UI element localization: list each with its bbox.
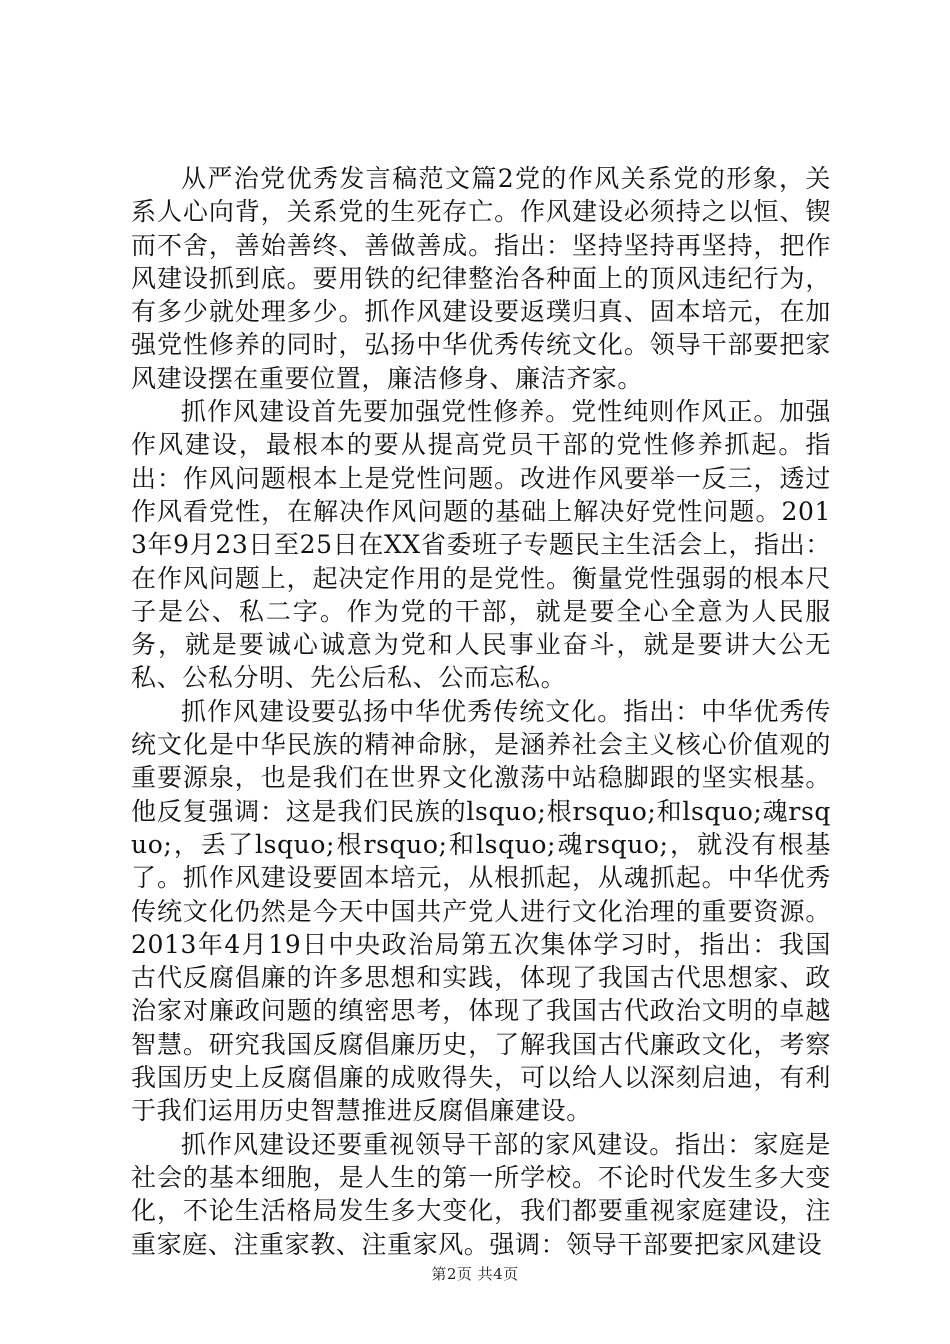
- paragraph-4: 抓作风建设还要重视领导干部的家风建设。指出：家庭是社会的基本细胞，是人生的第一所学校。不论时代发生多大变化，不论生活格局发生多大变化，我们都要重视家庭建设，注重家庭、注重家教、注重家风。强调：领导干部要把家风建设: [131, 1129, 831, 1259]
- paragraph-3: 抓作风建设要弘扬中华优秀传统文化。指出：中华优秀传统文化是中华民族的精神命脉，是涵养社会主义核心价值观的重要源泉，也是我们在世界文化激荡中站稳脚跟的坚实根基。他反复强调：这是我们民族的lsquo;根rsquo;和lsquo;魂rsquo;，丢了lsquo;根rsquo;和lsquo;魂rsquo;，就没有根基了。抓作风建设要固本培元，从根抓起，从魂抓起。中华优秀传统文化仍然是今天中国共产党人进行文化治理的重要资源。2013年4月19日中央政治局第五次集体学习时，指出：我国古代反腐倡廉的许多思想和实践，体现了我国古代思想家、政治家对廉政问题的缜密思考，体现了我国古代政治文明的卓越智慧。研究我国反腐倡廉历史，了解我国古代廉政文化，考察我国历史上反腐倡廉的成败得失，可以给人以深刻启迪，有利于我们运用历史智慧推进反腐倡廉建设。: [131, 696, 831, 1126]
- paragraph-2: 抓作风建设首先要加强党性修养。党性纯则作风正。加强作风建设，最根本的要从提高党员干部的党性修养抓起。指出：作风问题根本上是党性问题。改进作风要举一反三，透过作风看党性，在解决作风问题的基础上解决好党性问题。2013年9月23日至25日在XX省委班子专题民主生活会上，指出：在作风问题上，起决定作用的是党性。衡量党性强弱的根本尺子是公、私二字。作为党的干部，就是要全心全意为人民服务，就是要诚心诚意为党和人民事业奋斗，就是要讲大公无私、公私分明、先公后私、公而忘私。: [131, 397, 831, 693]
- document-body: [131, 162, 831, 1261]
- page-number-footer: 第2页 共4页: [431, 1265, 519, 1283]
- paragraph-1: 从严治党优秀发言稿范文篇2党的作风关系党的形象，关系人心向背，关系党的生死存亡。作风建设必须持之以恒、锲而不舍，善始善终、善做善成。指出：坚持坚持再坚持，把作风建设抓到底。要用铁的纪律整治各种面上的顶风违纪行为，有多少就处理多少。抓作风建设要返璞归真、固本培元，在加强党性修养的同时，弘扬中华优秀传统文化。领导干部要把家风建设摆在重要位置，廉洁修身、廉洁齐家。: [131, 164, 831, 393]
